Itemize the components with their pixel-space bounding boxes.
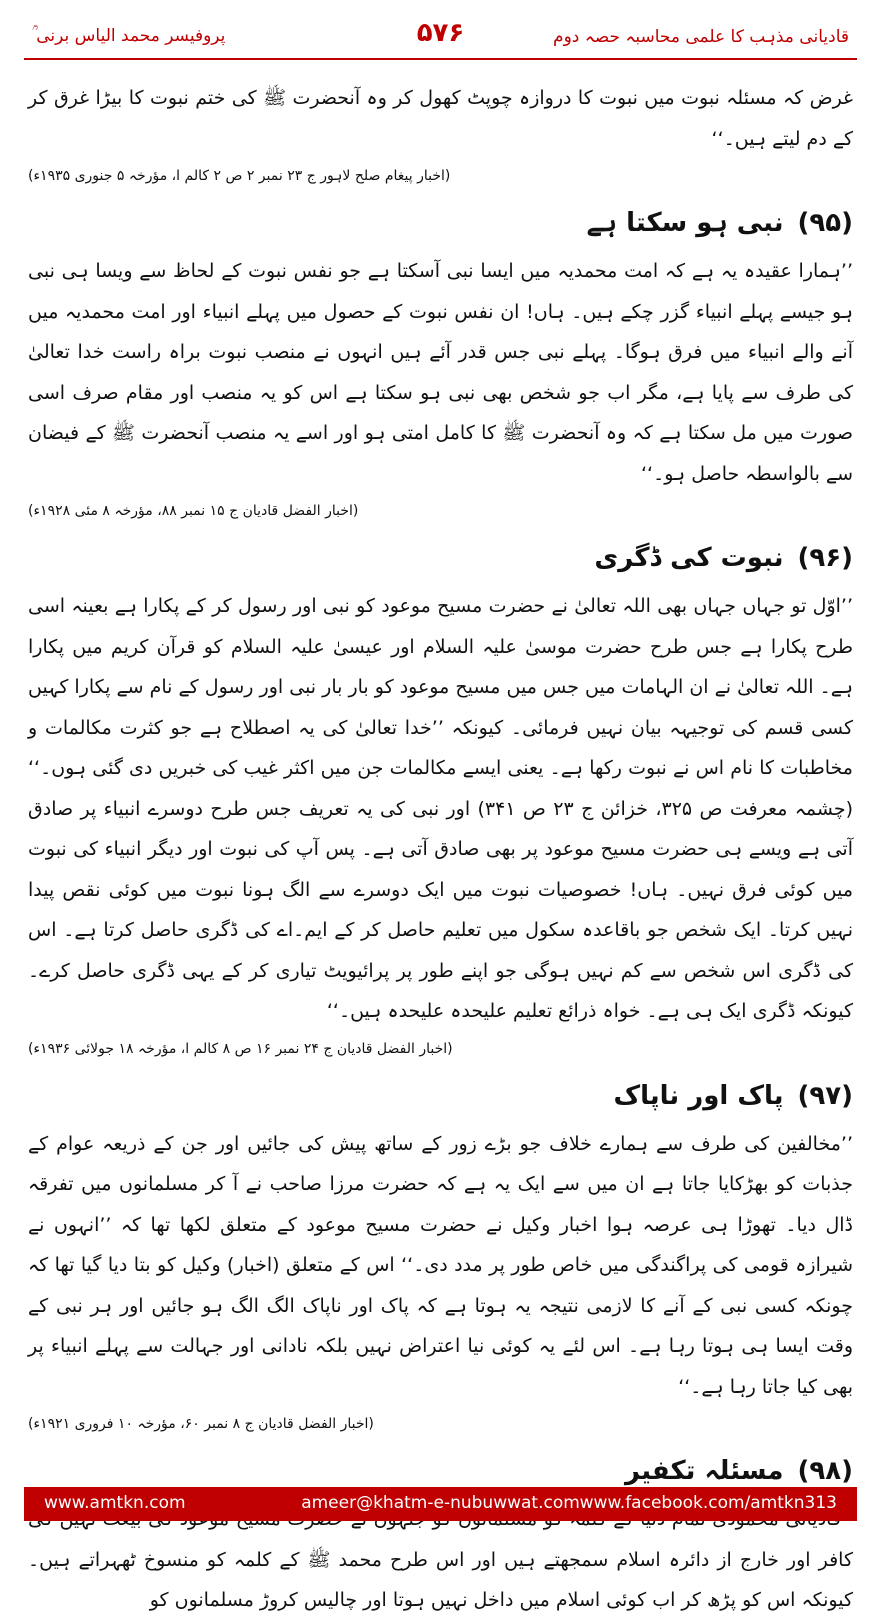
intro-reference: (اخبار پیغام صلح لاہور ج ۲۳ نمبر ۲ ص ۲ کالم ا، مؤرخہ ۵ جنوری ۱۹۳۵ء) [28, 168, 451, 184]
section-paragraph: ’’ہمارا عقیدہ یہ ہے کہ امت محمدیہ میں ایسا نبی آسکتا ہے جو نفس نبوت کے لحاظ سے ویسا ہی نبی ہو جیسے پہلے انبیاء گزر چکے ہیں۔ ہاں! ان نفس نبوت کے حصول میں پہلے انبیاء اور امت محمدیہ میں آنے والے انبیاء میں فرق ہوگا۔ پہلے نبی جس قدر آئے ہیں انہوں نے منصب نبوت براہ راست خدا تعالیٰ کی طرف سے پایا ہے، مگر اب جو شخص بھی نبی ہو سکتا ہے اس کو یہ منصب اور مقام صرف اسی صورت میں مل سکتا ہے کہ وہ آنحضرت ﷺ کا کامل امتی ہو اور اسے یہ منصب آنحضرت ﷺ کے فیضان سے بالواسطہ حاصل ہو۔‘‘ [28, 260, 853, 485]
section-paragraph: کافر اور خارج از دائرہ اسلام سمجھتے ہیں اور اس طرح محمد ﷺ کے کلمہ کو منسوخ ٹھہراتے ہیں۔ کیونکہ اس کو پڑھ کر اب کوئی اسلام میں داخل نہیں ہوتا اور چالیس کروڑ مسلمانوں کو [28, 1548, 853, 1611]
email-link[interactable]: ameer@khatm-e-nubuwwat.com [301, 1493, 580, 1513]
section-number: (۹۶) [797, 543, 853, 573]
section-paragraph: ’’مخالفین کی طرف سے ہمارے خلاف جو بڑے زور کے ساتھ پیش کی جائیں اور جن کے ذریعہ عوام کے جذبات کو بھڑکایا جاتا ہے ان میں سے ایک یہ ہے کہ حضرت مرزا صاحب نے آ کر مسلمانوں میں تفرقہ ڈال دیا۔ تھوڑا ہی عرصہ ہوا اخبار وکیل نے حضرت مسیح موعود کے متعلق لکھا تھا کہ ’’انہوں نے شیرازہ قومی کی پراگندگی میں خاص طور پر مدد دی۔‘‘ اس کے متعلق (اخبار) وکیل کو بتا دیا گیا تھا کہ چونکہ کسی نبی کے آنے کا لازمی نتیجہ یہ ہوتا ہے کہ پاک اور ناپاک الگ الگ ہو جائیں اور ہر نبی کے وقت ایسا ہی ہوتا رہا ہے۔ اس لئے یہ کوئی نیا اعتراض نہیں بلکہ نادانی اور جہالت سے پہلے انبیاء پر بھی کیا جاتا رہا ہے۔‘‘ [28, 1132, 853, 1398]
book-title: قادیانی مذہب کا علمی محاسبہ حصہ دوم [553, 27, 849, 47]
section-title: نبی ہو سکتا ہے [586, 208, 784, 238]
section-number: (۹۵) [797, 208, 853, 238]
author-name: پروفیسر محمد الیاس برنی ؒ [32, 26, 226, 46]
section-97 [28, 1072, 853, 1442]
page-footer [24, 1487, 857, 1521]
section-96 [28, 534, 853, 1066]
page-header [24, 18, 857, 60]
section-title: مسئلہ تکفیر [625, 1456, 784, 1486]
section-reference: (اخبار الفضل قادیان ج ۸ نمبر ۶۰، مؤرخہ ۱۰ فروری ۱۹۲۱ء) [28, 1416, 374, 1432]
section-paragraph: ’’اوّل تو جہاں جہاں بھی اللہ تعالیٰ نے حضرت مسیح موعود کو نبی اور رسول کر کے پکارا ہے بعینہ اسی طرح پکارا ہے جس طرح حضرت موسیٰ علیہ السلام اور عیسیٰ علیہ السلام کو قرآن کریم میں پکارا ہے۔ اللہ تعالیٰ نے ان الہامات میں جس میں مسیح موعود کو بار بار نبی اور رسول کے نام سے پکارا کہیں کسی قسم کی توجیہہ بیان نہیں فرمائی۔ کیونکہ ’’خدا تعالیٰ کی یہ اصطلاح ہے جو کثرت مکالمات و مخاطبات کا نام اس نے نبوت رکھا ہے۔ یعنی ایسے مکالمات جن میں اکثر غیب کی خبریں دی گئی ہوں۔‘‘ (چشمہ معرفت ص ۳۲۵، خزائن ج ۲۳ ص ۳۴۱) اور نبی کی یہ تعریف جس طرح دوسرے انبیاء پر صادق آتی ہے ویسے ہی حضرت مسیح موعود پر بھی صادق آتی ہے۔ پس آپ کی نبوت اور دیگر انبیاء کی نبوت میں کوئی فرق نہیں۔ ہاں! خصوصیات نبوت میں ایک دوسرے سے الگ ہونا نبوت میں کوئی نقص پیدا نہیں کرتا۔ ایک شخص جو باقاعدہ سکول میں تعلیم حاصل کر کے ایم۔اے کی ڈگری حاصل کرتا ہے۔ اس کی ڈگری اس شخص سے کم نہیں ہوگی جو اپنے طور پر پرائیویٹ تیاری کر کے یہی ڈگری حاصل کرے۔ کیونکہ ڈگری ایک ہی ہے۔ خواہ ذرائع تعلیم علیحدہ علیحدہ ہیں۔‘‘ [28, 595, 853, 1022]
section-title: نبوت کی ڈگری [594, 543, 784, 573]
section-heading [28, 1072, 853, 1120]
section-heading [28, 534, 853, 582]
section-reference: (اخبار الفضل قادیان ج ۱۵ نمبر ۸۸، مؤرخہ ۸ مئی ۱۹۲۸ء) [28, 503, 359, 519]
section-95 [28, 199, 853, 528]
intro-paragraph: غرض کہ مسئلہ نبوت میں نبوت کا دروازہ چوپٹ کھول کر وہ آنحضرت ﷺ کی ختم نبوت کا بیڑا غرق کر کے دم لیتے ہیں۔‘‘ [28, 87, 853, 150]
section-heading [28, 199, 853, 247]
website-link[interactable]: www.amtkn.com [44, 1493, 186, 1513]
section-98 [28, 1447, 853, 1621]
section-number: (۹۷) [797, 1080, 853, 1111]
section-number: (۹۸) [797, 1456, 853, 1486]
facebook-link[interactable]: www.facebook.com/amtkn313 [579, 1493, 837, 1513]
page-number: ۵۷۶ [416, 18, 465, 48]
section-title: پاک اور ناپاک [613, 1080, 784, 1111]
section-reference: (اخبار الفضل قادیان ج ۲۴ نمبر ۱۶ ص ۸ کالم ا، مؤرخہ ۱۸ جولائی ۱۹۳۶ء) [28, 1040, 453, 1057]
